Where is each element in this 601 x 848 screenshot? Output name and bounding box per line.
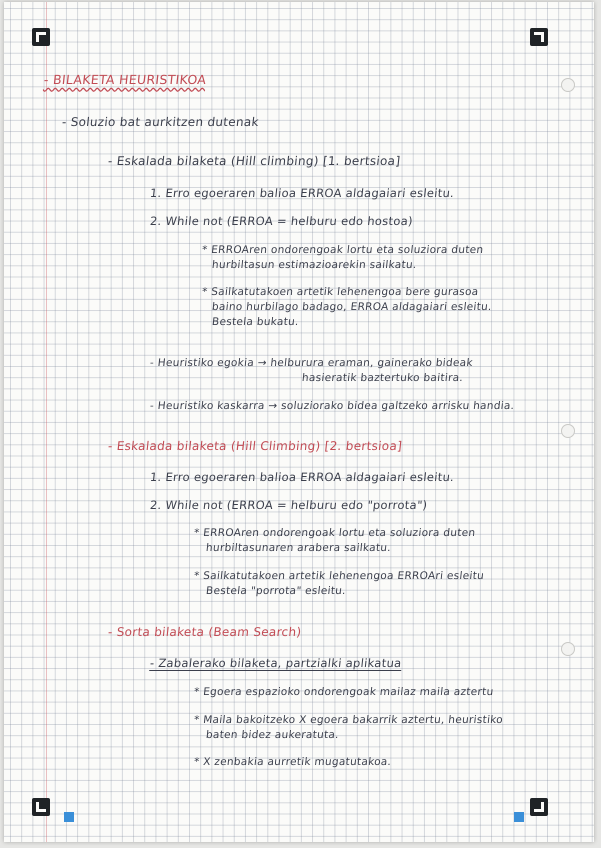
- sec2-bullet-1-line-2: hurbiltasunaren arabera sailkatu.: [205, 542, 392, 554]
- sec1-heuristic-bad: - Heuristiko kaskarra → soluziorako bidea galtzeko arrisku handia.: [149, 400, 515, 412]
- sec3-subheading: - Zabalerako bilaketa, partzialki aplikatua: [149, 656, 403, 670]
- sec1-bullet-2-line-1: * Sailkatutakoen artetik lehenengoa bere gurasoa: [201, 286, 480, 298]
- punch-hole-top: [561, 78, 575, 92]
- sec1-bullet-2-line-2: baino hurbilago badago, ERROA aldagaiari esleitu.: [211, 301, 493, 313]
- punch-hole-bottom: [561, 642, 575, 656]
- sec1-bullet-1-line-1: * ERROAren ondorengoak lortu eta soluziora duten: [201, 244, 485, 256]
- sec3-bullet-2-line-1: * Maila bakoitzeko X egoera bakarrik aztertu, heuristiko: [193, 714, 504, 726]
- corner-mark-bottom-right-icon: [530, 798, 548, 816]
- sec1-step-1: 1. Erro egoeraren balioa ERROA aldagaiari esleitu.: [149, 186, 455, 200]
- sec1-heuristic-good-line-2: hasieratik baztertuko baitira.: [301, 372, 464, 384]
- sec1-bullet-2-line-3: Bestela bukatu.: [211, 316, 300, 328]
- margin-line: [46, 2, 47, 842]
- section-3-heading: - Sorta bilaketa (Beam Search): [107, 625, 303, 639]
- blue-marker-left-icon: [64, 812, 74, 822]
- sec1-bullet-1-line-2: hurbiltasun estimazioarekin sailkatu.: [211, 259, 418, 271]
- notebook-page: [4, 2, 594, 842]
- sec3-bullet-2-line-2: baten bidez aukeratuta.: [205, 729, 340, 741]
- blue-marker-right-icon: [514, 812, 524, 822]
- sec1-heuristic-good-line-1: - Heuristiko egokia → helburura eraman, gainerako bideak: [149, 357, 474, 369]
- corner-mark-bottom-left-icon: [32, 798, 50, 816]
- corner-mark-top-right-icon: [530, 28, 548, 46]
- sec1-step-2: 2. While not (ERROA = helburu edo hostoa): [149, 214, 414, 228]
- sec3-bullet-3: * X zenbakia aurretik mugatutakoa.: [193, 756, 392, 768]
- sec2-bullet-2-line-1: * Sailkatutakoen artetik lehenengoa ERROAri esleitu: [193, 570, 485, 582]
- sec2-bullet-2-line-2: Bestela "porrota" esleitu.: [205, 585, 347, 597]
- corner-mark-top-left-icon: [32, 28, 50, 46]
- punch-hole-middle: [561, 424, 575, 438]
- section-2-heading: - Eskalada bilaketa (Hill Climbing) [2. bertsioa]: [107, 439, 403, 453]
- sec2-step-2: 2. While not (ERROA = helburu edo "porrota"): [149, 498, 429, 512]
- sec3-bullet-1: * Egoera espazioko ondorengoak mailaz maila aztertu: [193, 686, 495, 698]
- page-title: - BILAKETA HEURISTIKOA: [43, 72, 207, 87]
- sec2-bullet-1-line-1: * ERROAren ondorengoak lortu eta soluziora duten: [193, 527, 477, 539]
- section-1-heading: - Eskalada bilaketa (Hill climbing) [1. bertsioa]: [107, 154, 402, 168]
- subtitle: - Soluzio bat aurkitzen dutenak: [61, 115, 260, 129]
- sec2-step-1: 1. Erro egoeraren balioa ERROA aldagaiari esleitu.: [149, 470, 455, 484]
